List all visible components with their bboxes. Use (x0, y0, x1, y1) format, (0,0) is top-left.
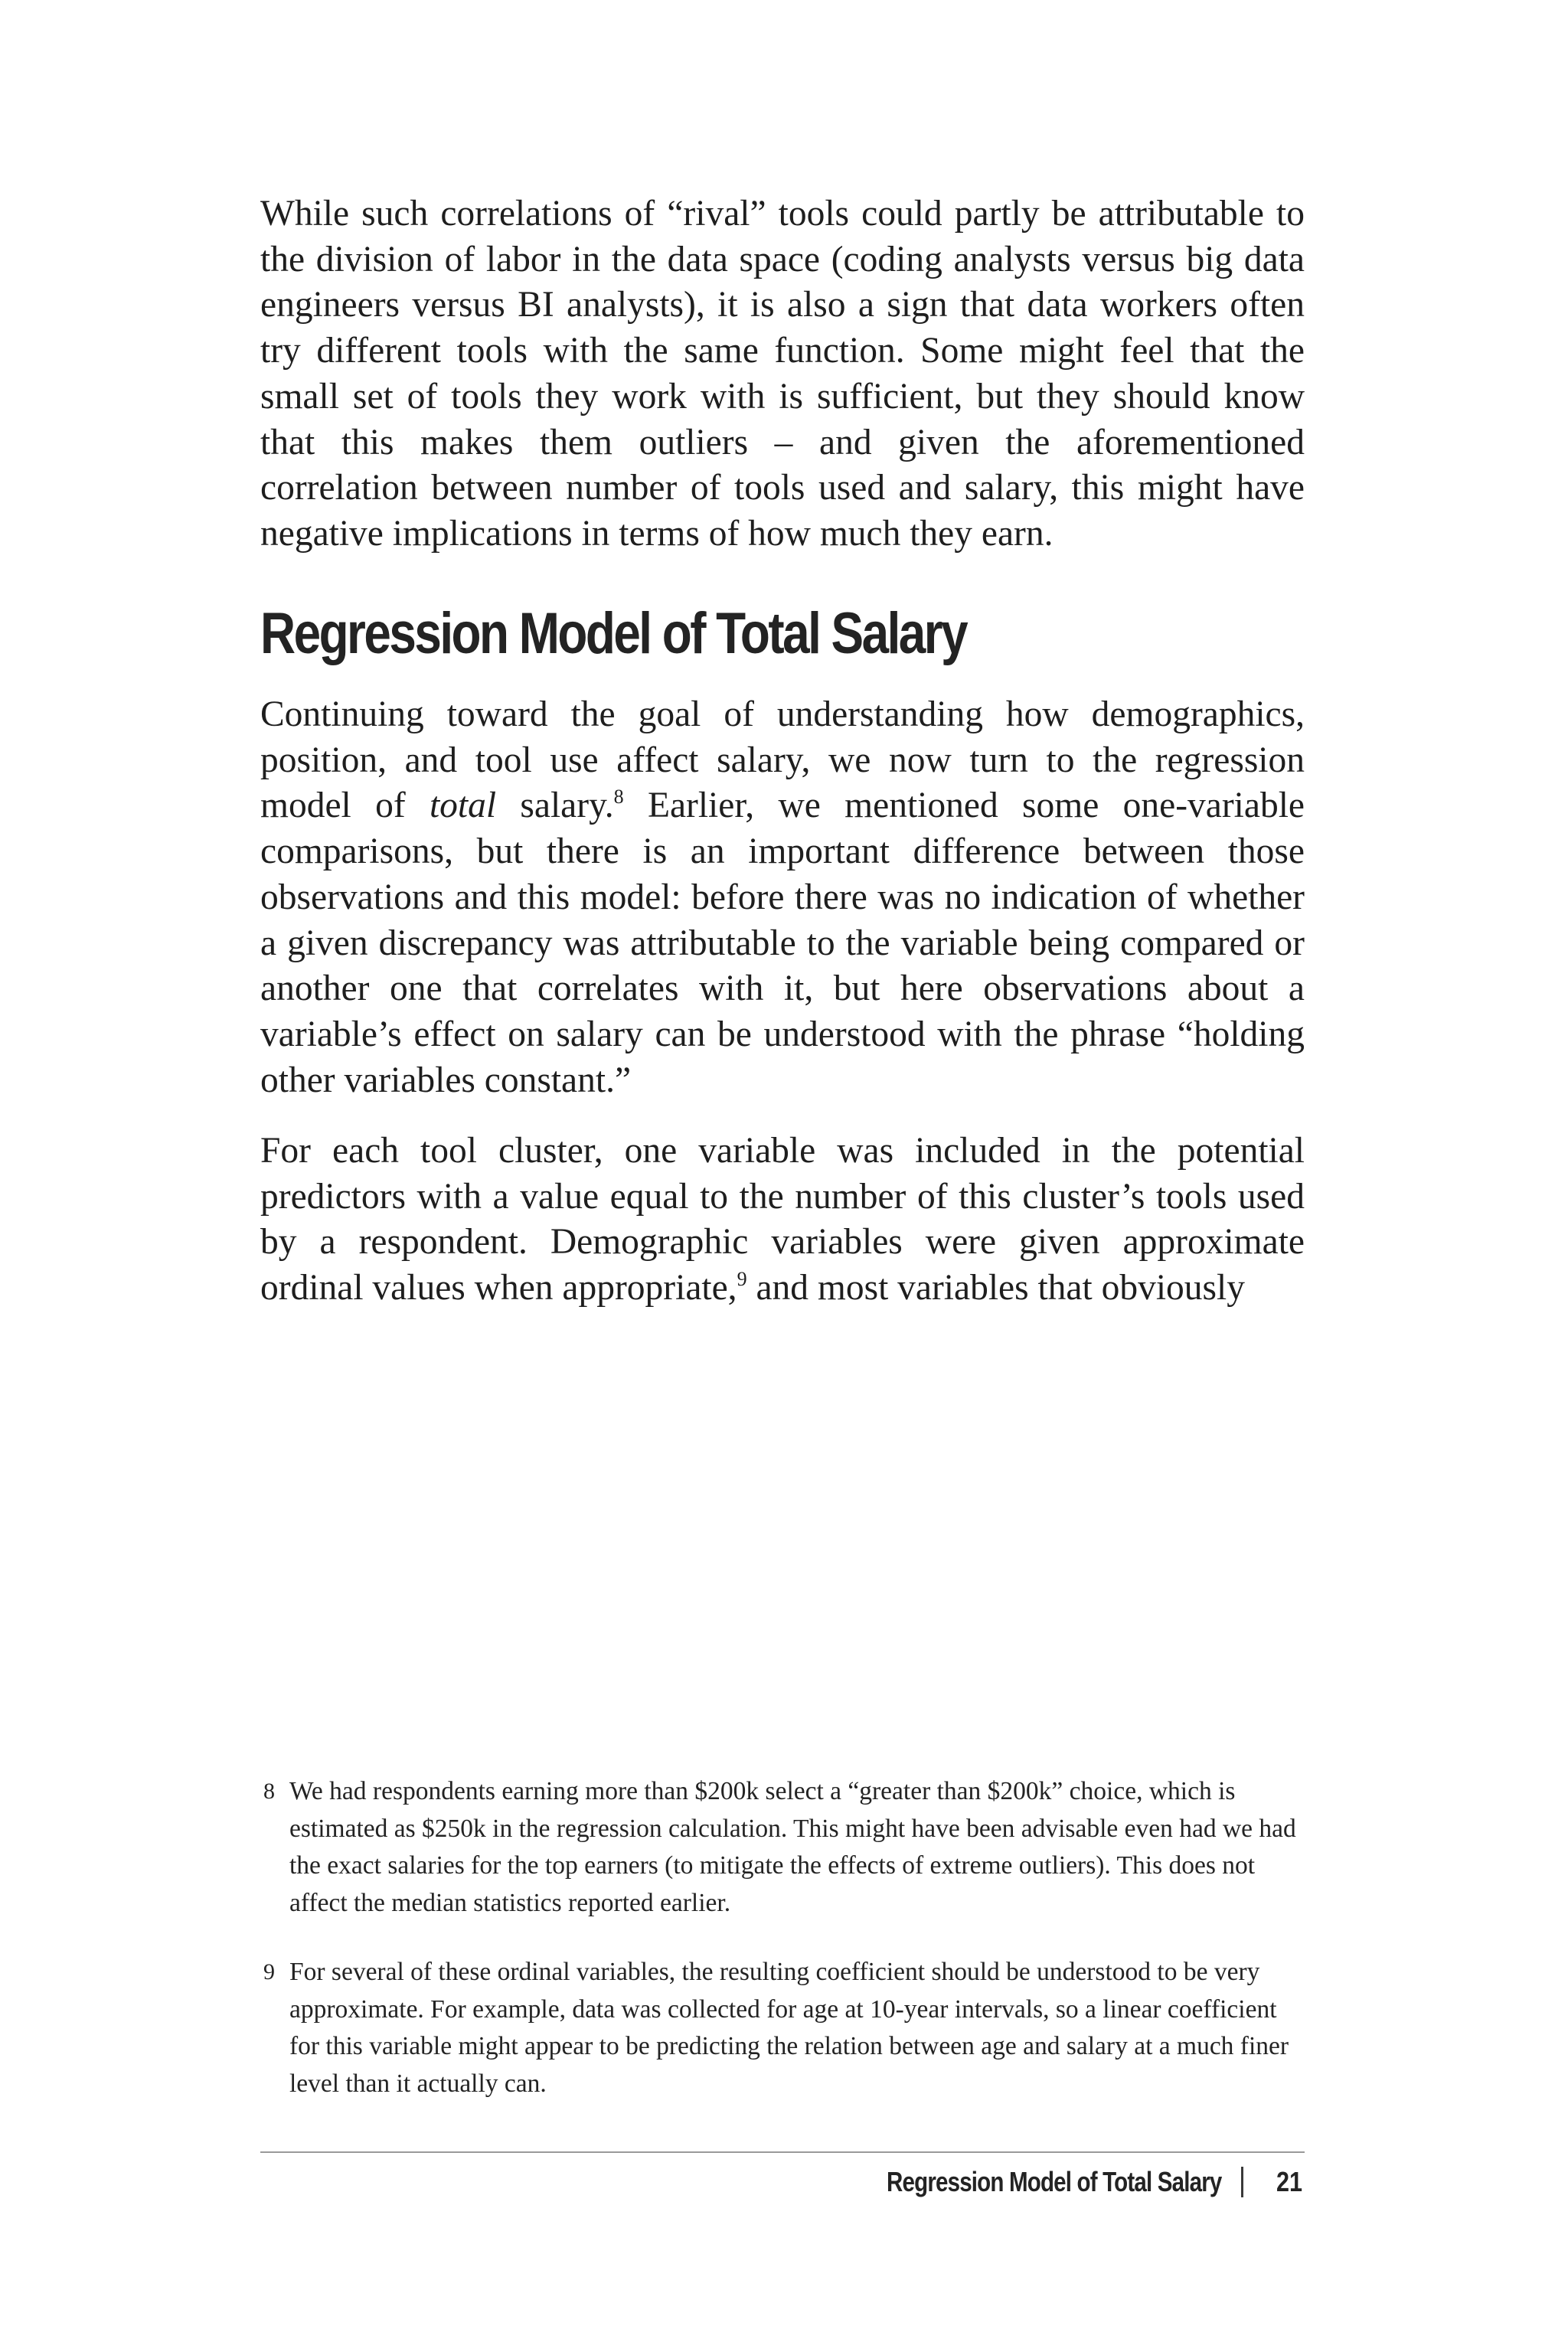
section-heading: Regression Model of Total Salary (260, 601, 967, 666)
paragraph-2-text-b: salary. (496, 786, 614, 826)
body-paragraph-1: While such correlations of “rival” tools could partly be attributable to the division of labor in the data space (coding analysts versus big data engineers versus BI analysts), it is also a sign that data workers often try different tools with the same function. Some might feel that the small set of tools they work with is sufficient, but they should know that this makes them outliers – and given the aforementioned correlation between number of tools used and salary, this might have negative implications in terms of how much they earn. (260, 194, 1305, 554)
paragraph-3-text-b: and most variables that obviously (746, 1268, 1245, 1308)
running-footer (813, 2161, 1305, 2203)
footer-rule (260, 2151, 1305, 2153)
footnote-ref-8[interactable]: 8 (613, 786, 624, 808)
footnote-9-number: 9 (263, 1959, 275, 1984)
paragraph-2-text-a: Continuing toward the goal of understanding how demographics, position, and tool use affect salary, we now turn to the regression model of (260, 694, 1305, 826)
emphasis-total: total (429, 786, 497, 826)
footer-section-title: Regression Model of Total Salary (886, 2166, 1221, 2197)
paragraph-2-text-c: Earlier, we mentioned some one-variable comparisons, but there is an important difference between those observations and this model: before there was no indication of whether a given discrepancy was attributable to the variable being compared or another one that correlates with it, but here observations about a variable’s effect on salary can be understood with the phrase “holding other variables constant.” (260, 786, 1305, 1100)
footnote-ref-9[interactable]: 9 (737, 1268, 747, 1291)
footer-separator (1241, 2167, 1243, 2197)
footnote-9-text: For several of these ordinal variables, the resulting coefficient should be understood to be very approximate. For example, data was collected for age at 10-year intervals, so a linear coefficient for this variable might appear to be predicting the relation between age and salary at a much finer level than it actually can. (289, 1958, 1289, 2098)
page-number: 21 (1276, 2166, 1302, 2197)
body-paragraph-2 (260, 692, 1305, 1103)
paragraph-3-text-a: For each tool cluster, one variable was included in the potential predictors with a value equal to the number of this cluster’s tools used by a respondent. Demographic variables were given approximate ordinal values when appropriate, (260, 1131, 1305, 1308)
footnote-8-number: 8 (263, 1779, 275, 1804)
footnote-8 (260, 1773, 1305, 1922)
footnote-9 (260, 1954, 1305, 2102)
footnote-8-text: We had respondents earning more than $200k select a “greater than $200k” choice, which is estimated as $250k in the regression calculation. This might have been advisable even had we had the exact salaries for the top earners (to mitigate the effects of extreme outliers). This does not affect the median statistics reported earlier. (289, 1777, 1296, 1917)
body-paragraph-3 (260, 1129, 1305, 1312)
